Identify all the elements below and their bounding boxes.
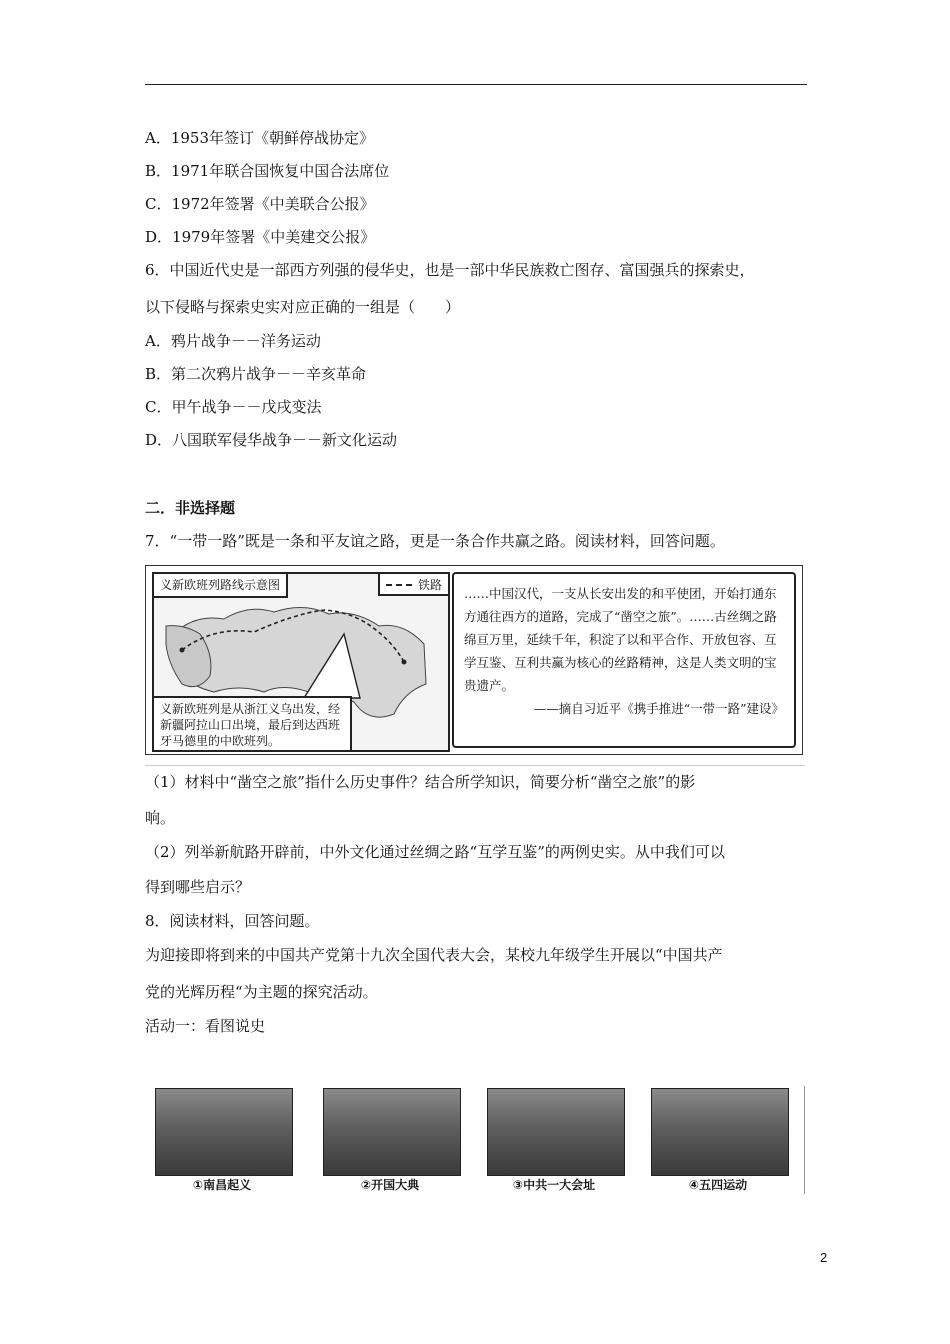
q7-sub1-line2: 响。: [145, 809, 176, 827]
page-number: 2: [820, 1250, 828, 1265]
photo-caption: ③中共一大会址: [512, 1178, 596, 1192]
q6-option-b: B．第二次鸦片战争－－辛亥革命: [145, 365, 367, 383]
map-callout: 义新欧班列是从浙江义乌出发，经新疆阿拉山口出境，最后到达西班牙马德里的中欧班列。: [154, 696, 352, 750]
q7-sub2-line2: 得到哪些启示？: [145, 878, 251, 896]
photo-image: [323, 1088, 461, 1176]
photo-caption: ②开国大典: [360, 1178, 420, 1192]
map-legend: [378, 574, 448, 596]
q6-option-a: A．鸦片战争－－洋务运动: [145, 332, 321, 350]
quote-box: [452, 572, 796, 748]
photo-image: [487, 1088, 625, 1176]
railway-legend-icon: [386, 584, 412, 586]
q7-stem: 7．“一带一路”既是一条和平友谊之路，更是一条合作共赢之路。阅读材料，回答问题。: [145, 532, 725, 550]
photo-3: [479, 1082, 629, 1194]
q6-stem-line1: 6．中国近代史是一部西方列强的侵华史，也是一部中华民族救亡图存、富国强兵的探索史，: [145, 261, 755, 279]
photo-caption: ④五四运动: [688, 1178, 748, 1192]
q5-option-b: B．1971年联合国恢复中国合法席位: [145, 162, 390, 180]
q8-stem: 8．阅读材料，回答问题。: [145, 912, 320, 930]
figure-underline: [145, 765, 805, 766]
photo-image: [651, 1088, 789, 1176]
photo-image: [155, 1088, 293, 1176]
photo-4: [643, 1082, 793, 1194]
header-rule: [145, 84, 807, 85]
history-photos: [145, 1082, 805, 1194]
q7-material-figure: [145, 565, 803, 755]
photo-2: [315, 1082, 465, 1194]
photo-divider: [804, 1086, 805, 1194]
q8-intro-line1: 为迎接即将到来的中国共产党第十九次全国代表大会，某校九年级学生开展以“中国共产: [145, 946, 723, 964]
q7-sub1-line1: （1）材料中“凿空之旅”指什么历史事件？结合所学知识，简要分析“凿空之旅”的影: [145, 773, 696, 791]
q6-option-c: C．甲午战争－－戊戌变法: [145, 398, 322, 416]
quote-text: ……中国汉代，一支从长安出发的和平使团，开始打通东方通往西方的道路，完成了“凿空之旅”。……古丝绸之路绵亘万里，延续千年，积淀了以和平合作、开放包容、互学互鉴、互利共赢为核心的丝路精神，这是人类文明的宝贵遗产。: [464, 586, 777, 693]
q5-option-d: D．1979年签署《中美建交公报》: [145, 228, 376, 246]
q6-stem-line2: 以下侵略与探索史实对应正确的一组是（ ）: [145, 298, 461, 316]
route-map: [152, 572, 450, 752]
q5-option-a: A．1953年签订《朝鲜停战协定》: [145, 129, 375, 147]
photo-caption: ①南昌起义: [192, 1178, 252, 1192]
photo-1: [147, 1082, 297, 1194]
section-title: 二．非选择题: [145, 499, 236, 517]
q8-intro-line2: 党的光辉历程“为主题的探究活动。: [145, 983, 378, 1001]
quote-source: ——摘自习近平《携手推进“一带一路”建设》: [533, 701, 784, 716]
legend-label: 铁路: [417, 578, 442, 592]
map-title: 义新欧班列路线示意图: [154, 574, 288, 598]
q7-sub2-line1: （2）列举新航路开辟前，中外文化通过丝绸之路“互学互鉴”的两例史实。从中我们可以: [145, 843, 725, 861]
q8-activity1: 活动一：看图说史: [145, 1017, 266, 1035]
q6-option-d: D．八国联军侵华战争－－新文化运动: [145, 431, 398, 449]
q5-option-c: C．1972年签署《中美联合公报》: [145, 195, 375, 213]
